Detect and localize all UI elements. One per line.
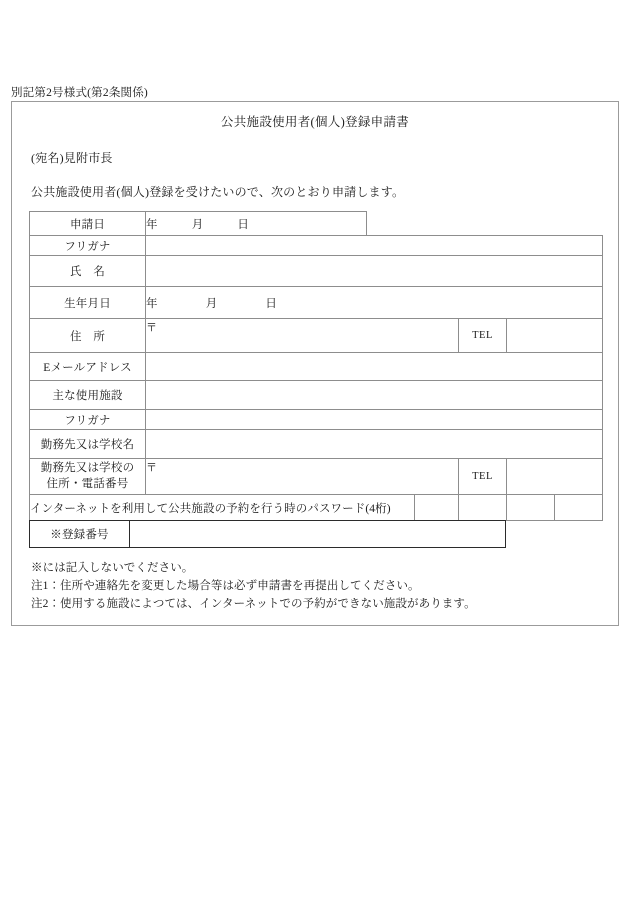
field-work-school-tel[interactable]	[507, 459, 603, 495]
label-address: 住 所	[30, 319, 146, 353]
spacer-registration-number	[506, 521, 603, 548]
footer-notes	[31, 560, 618, 613]
password-cell-2[interactable]	[459, 495, 507, 521]
addressee: (宛名)見附市長	[31, 151, 113, 165]
field-registration-number[interactable]	[130, 521, 506, 548]
table-row-registration-number	[30, 521, 603, 548]
table-row-furigana-name	[30, 236, 603, 256]
label-work-school-name: 勤務先又は学校名	[30, 430, 146, 459]
label-furigana-work: フリガナ	[30, 410, 146, 430]
registration-number-table	[29, 520, 603, 548]
field-email[interactable]	[146, 353, 603, 381]
label-main-facility: 主な使用施設	[30, 381, 146, 410]
unit-month-birth: 月	[205, 297, 218, 310]
unit-year: 年	[146, 218, 158, 231]
field-birthdate[interactable]	[146, 287, 603, 319]
postal-mark-icon-work: 〒	[146, 462, 157, 474]
unit-day: 日	[237, 218, 250, 231]
label-application-date: 申請日	[30, 212, 146, 236]
table-row-furigana-work	[30, 410, 603, 430]
field-main-facility[interactable]	[146, 381, 603, 410]
field-address-tel[interactable]	[507, 319, 603, 353]
application-table	[29, 211, 603, 521]
note-2: 注2：使用する施設によつては、インターネットでの予約ができない施設があります。	[31, 597, 476, 610]
label-password: インターネットを利用して公共施設の予約を行う時のパスワード(4桁)	[30, 495, 415, 521]
label-address-tel: TEL	[459, 319, 507, 353]
application-table-wrapper	[29, 211, 618, 548]
label-birthdate: 生年月日	[30, 287, 146, 319]
field-furigana-name[interactable]	[146, 236, 603, 256]
table-row-address	[30, 319, 603, 353]
field-application-date[interactable]	[146, 212, 367, 236]
note-0: ※には記入しないでください。	[31, 562, 194, 574]
table-row-name	[30, 256, 603, 287]
label-work-school-address-line2: 住所・電話番号	[46, 477, 129, 490]
table-row-main-facility	[30, 381, 603, 410]
field-furigana-work[interactable]	[146, 410, 603, 430]
label-registration-number: ※登録番号	[30, 521, 130, 548]
label-work-school-address-line1: 勤務先又は学校の	[40, 461, 135, 474]
password-cell-4[interactable]	[555, 495, 603, 521]
table-row-work-school-address	[30, 459, 603, 495]
field-name[interactable]	[146, 256, 603, 287]
form-number: 別記第2号様式(第2条関係)	[11, 87, 148, 99]
unit-year-birth: 年	[146, 297, 158, 310]
label-email: Eメールアドレス	[30, 353, 146, 381]
unit-day-birth: 日	[265, 297, 278, 310]
password-cell-3[interactable]	[507, 495, 555, 521]
unit-month: 月	[191, 218, 204, 231]
note-1: 注1：住所や連絡先を変更した場合等は必ず申請書を再提出してください。	[31, 579, 420, 592]
document-title: 公共施設使用者(個人)登録申請書	[220, 115, 410, 129]
table-row-application-date	[30, 212, 603, 236]
field-work-school-name[interactable]	[146, 430, 603, 459]
field-work-school-address[interactable]	[146, 459, 459, 495]
table-row-birthdate	[30, 287, 603, 319]
table-row-email	[30, 353, 603, 381]
label-work-school-address	[30, 459, 146, 495]
table-row-password	[30, 495, 603, 521]
label-work-school-tel: TEL	[459, 459, 507, 495]
lead-statement: 公共施設使用者(個人)登録を受けたいので、次のとおり申請します。	[31, 185, 405, 199]
password-cell-1[interactable]	[415, 495, 459, 521]
spacer-application-date	[367, 212, 603, 236]
label-name: 氏 名	[30, 256, 146, 287]
label-furigana-name: フリガナ	[30, 236, 146, 256]
field-address[interactable]	[146, 319, 459, 353]
postal-mark-icon: 〒	[146, 322, 157, 334]
table-row-work-school-name	[30, 430, 603, 459]
form-frame	[11, 101, 619, 626]
